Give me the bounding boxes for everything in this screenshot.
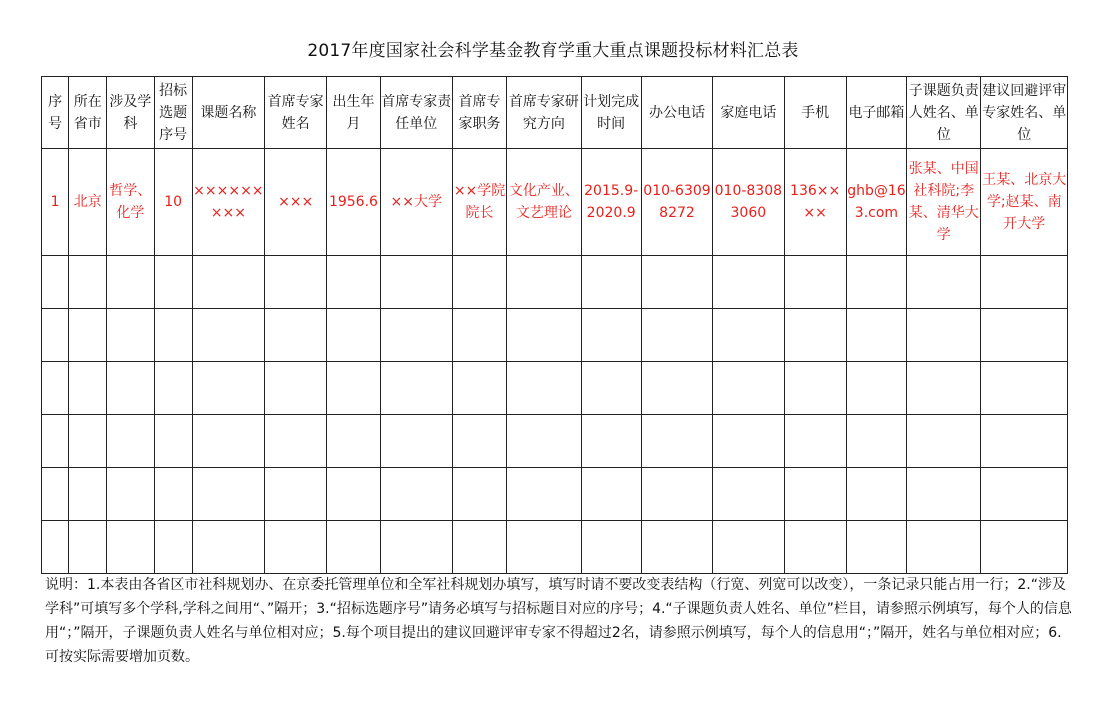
- table-cell[interactable]: [265, 309, 327, 362]
- table-cell[interactable]: ×××××××××: [192, 149, 264, 256]
- table-cell[interactable]: [42, 468, 69, 521]
- table-cell[interactable]: [107, 468, 154, 521]
- table-cell[interactable]: [713, 415, 784, 468]
- table-cell[interactable]: [154, 362, 192, 415]
- table-cell[interactable]: [265, 256, 327, 309]
- column-header: 招标选题序号: [154, 77, 192, 149]
- table-cell[interactable]: [507, 521, 581, 574]
- column-header: 首席专家职务: [452, 77, 506, 149]
- table-cell[interactable]: [327, 256, 380, 309]
- table-cell[interactable]: [784, 309, 846, 362]
- table-cell[interactable]: [327, 415, 380, 468]
- table-header-row: [42, 77, 1068, 149]
- table-cell[interactable]: [380, 521, 452, 574]
- table-row: [42, 256, 1068, 309]
- table-cell[interactable]: [107, 256, 154, 309]
- table-cell[interactable]: [452, 362, 506, 415]
- table-cell[interactable]: [192, 256, 264, 309]
- table-cell[interactable]: [641, 362, 712, 415]
- table-cell[interactable]: [907, 362, 981, 415]
- column-header: 子课题负责人姓名、单位: [907, 77, 981, 149]
- table-cell[interactable]: [641, 256, 712, 309]
- table-cell[interactable]: [69, 468, 107, 521]
- table-cell[interactable]: [581, 521, 641, 574]
- table-cell[interactable]: [380, 362, 452, 415]
- column-header: 办公电话: [641, 77, 712, 149]
- column-header: 出生年月: [327, 77, 380, 149]
- column-header: 涉及学科: [107, 77, 154, 149]
- table-cell[interactable]: [907, 256, 981, 309]
- column-header: 手机: [784, 77, 846, 149]
- table-row: [42, 415, 1068, 468]
- column-header: 所在省市: [69, 77, 107, 149]
- table-row: [42, 521, 1068, 574]
- table-cell[interactable]: [846, 309, 906, 362]
- table-cell[interactable]: [713, 309, 784, 362]
- summary-table: [41, 76, 1068, 574]
- table-cell[interactable]: [327, 362, 380, 415]
- table-cell[interactable]: [265, 415, 327, 468]
- table-cell[interactable]: 010-83083060: [713, 149, 784, 256]
- table-cell[interactable]: 张某、中国社科院;李某、清华大学: [907, 149, 981, 256]
- table-cell[interactable]: [42, 309, 69, 362]
- table-cell[interactable]: [713, 468, 784, 521]
- table-cell[interactable]: [507, 468, 581, 521]
- table-cell[interactable]: [981, 362, 1068, 415]
- table-cell[interactable]: [452, 521, 506, 574]
- table-row: [42, 309, 1068, 362]
- column-header: 序号: [42, 77, 69, 149]
- table-cell[interactable]: [192, 309, 264, 362]
- table-cell[interactable]: [107, 415, 154, 468]
- table-cell[interactable]: [107, 521, 154, 574]
- instructions-note: 说明：1.本表由各省区市社科规划办、在京委托管理单位和全军社科规划办填写，填写时请不要改变表结构（行宽、列宽可以改变），一条记录只能占用一行；2.“涉及学科”可填写多个学科,学科之间用“、”隔开；3.“招标选题序号”请务必填写与招标题目对应的序号；4.“子课题负责人姓名、单位”栏目，请参照示例填写，每个人的信息用“；”隔开，子课题负责人姓名与单位相对应；5.每个项目提出的建议回避评审专家不得超过2名，请参照示例填写，每个人的信息用“；”隔开，姓名与单位相对应；6.可按实际需要增加页数。: [45, 577, 1072, 665]
- table-cell[interactable]: [907, 309, 981, 362]
- table-cell[interactable]: [907, 521, 981, 574]
- table-cell[interactable]: [981, 309, 1068, 362]
- table-cell[interactable]: [42, 415, 69, 468]
- table-cell[interactable]: 2015.9-2020.9: [581, 149, 641, 256]
- table-cell[interactable]: [107, 362, 154, 415]
- table-cell[interactable]: 136××××: [784, 149, 846, 256]
- table-cell[interactable]: [581, 415, 641, 468]
- table-cell[interactable]: 哲学、化学: [107, 149, 154, 256]
- table-cell[interactable]: [327, 521, 380, 574]
- table-cell[interactable]: [641, 521, 712, 574]
- table-cell[interactable]: [192, 521, 264, 574]
- table-cell[interactable]: [713, 362, 784, 415]
- table-cell[interactable]: [69, 362, 107, 415]
- table-cell[interactable]: [846, 256, 906, 309]
- table-cell[interactable]: [265, 521, 327, 574]
- table-cell[interactable]: [192, 415, 264, 468]
- table-cell[interactable]: [581, 468, 641, 521]
- table-cell[interactable]: [192, 468, 264, 521]
- table-cell[interactable]: [265, 362, 327, 415]
- table-cell[interactable]: [452, 309, 506, 362]
- column-header: 课题名称: [192, 77, 264, 149]
- column-header: 建议回避评审专家姓名、单位: [981, 77, 1068, 149]
- document-title: 2017年度国家社会科学基金教育学重大重点课题投标材料汇总表: [307, 41, 799, 61]
- table-cell[interactable]: [981, 521, 1068, 574]
- table-cell[interactable]: [581, 362, 641, 415]
- table-row: [42, 362, 1068, 415]
- table-cell[interactable]: [981, 256, 1068, 309]
- table-cell[interactable]: [42, 362, 69, 415]
- table-cell[interactable]: [507, 256, 581, 309]
- table-cell[interactable]: [42, 256, 69, 309]
- table-cell[interactable]: [907, 468, 981, 521]
- table-cell[interactable]: [641, 468, 712, 521]
- table-cell[interactable]: [380, 415, 452, 468]
- table-cell[interactable]: 1956.6: [327, 149, 380, 256]
- column-header: 家庭电话: [713, 77, 784, 149]
- table-row: [42, 468, 1068, 521]
- table-cell[interactable]: 文化产业、文艺理论: [507, 149, 581, 256]
- table-cell[interactable]: [380, 256, 452, 309]
- table-cell[interactable]: [713, 256, 784, 309]
- table-cell[interactable]: [641, 415, 712, 468]
- table-cell[interactable]: [154, 415, 192, 468]
- table-cell[interactable]: [981, 468, 1068, 521]
- table-cell[interactable]: ××学院院长: [452, 149, 506, 256]
- table-cell[interactable]: [154, 309, 192, 362]
- table-cell[interactable]: [846, 468, 906, 521]
- table-cell[interactable]: [846, 362, 906, 415]
- table-cell[interactable]: ×××: [265, 149, 327, 256]
- table-cell[interactable]: [327, 468, 380, 521]
- table-cell[interactable]: [380, 468, 452, 521]
- table-cell[interactable]: ××大学: [380, 149, 452, 256]
- table-cell[interactable]: [784, 521, 846, 574]
- table-cell[interactable]: [846, 521, 906, 574]
- column-header: 电子邮箱: [846, 77, 906, 149]
- table-cell[interactable]: [507, 309, 581, 362]
- table-cell[interactable]: [641, 309, 712, 362]
- table-cell[interactable]: [581, 309, 641, 362]
- table-cell[interactable]: 北京: [69, 149, 107, 256]
- column-header: 首席专家研究方向: [507, 77, 581, 149]
- table-cell[interactable]: 1: [42, 149, 69, 256]
- table-cell[interactable]: [784, 362, 846, 415]
- table-cell[interactable]: [981, 415, 1068, 468]
- table-cell[interactable]: [784, 415, 846, 468]
- table-cell[interactable]: [327, 309, 380, 362]
- table-cell[interactable]: [154, 521, 192, 574]
- table-cell[interactable]: 王某、北京大学;赵某、南开大学: [981, 149, 1068, 256]
- table-cell[interactable]: [452, 468, 506, 521]
- table-cell[interactable]: [69, 521, 107, 574]
- table-cell[interactable]: [507, 415, 581, 468]
- table-cell[interactable]: [784, 256, 846, 309]
- table-cell[interactable]: [907, 415, 981, 468]
- table-cell[interactable]: [154, 468, 192, 521]
- table-cell[interactable]: [452, 415, 506, 468]
- table-cell[interactable]: [452, 256, 506, 309]
- table-cell[interactable]: [784, 468, 846, 521]
- table-cell[interactable]: ghb@163.com: [846, 149, 906, 256]
- table-cell[interactable]: [265, 468, 327, 521]
- table-cell[interactable]: [380, 309, 452, 362]
- table-cell[interactable]: [69, 256, 107, 309]
- table-cell[interactable]: [107, 309, 154, 362]
- column-header: 首席专家姓名: [265, 77, 327, 149]
- table-cell[interactable]: 10: [154, 149, 192, 256]
- column-header: 首席专家责任单位: [380, 77, 452, 149]
- column-header: 计划完成时间: [581, 77, 641, 149]
- table-cell[interactable]: 010-63098272: [641, 149, 712, 256]
- table-cell[interactable]: [42, 521, 69, 574]
- example-row: [42, 149, 1068, 256]
- table-cell[interactable]: [507, 362, 581, 415]
- table-cell[interactable]: [192, 362, 264, 415]
- table-cell[interactable]: [581, 256, 641, 309]
- table-cell[interactable]: [69, 309, 107, 362]
- table-cell[interactable]: [69, 415, 107, 468]
- table-cell[interactable]: [846, 415, 906, 468]
- table-cell[interactable]: [713, 521, 784, 574]
- table-cell[interactable]: [154, 256, 192, 309]
